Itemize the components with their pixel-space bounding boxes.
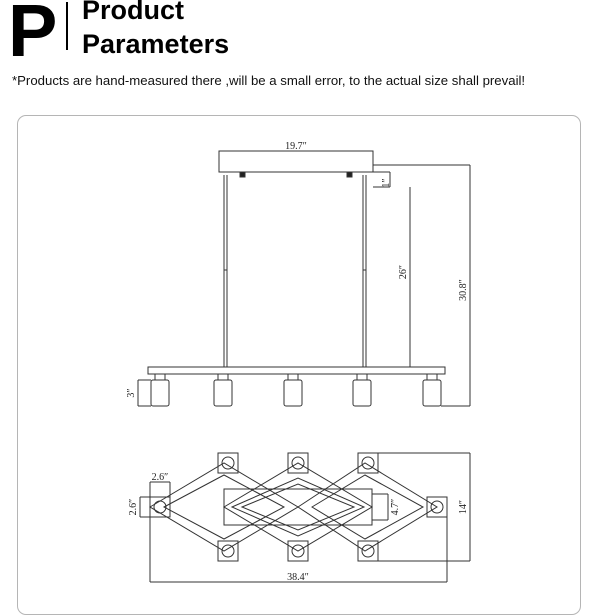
side-view [138, 151, 470, 406]
dim-label-overall-depth: 14″ [458, 499, 469, 515]
top-view [140, 453, 470, 582]
page-title-line-2: Parameters [82, 29, 230, 59]
dim-label-shade-depth: 2.6″ [128, 498, 139, 516]
dim-label-center-height: 4.7″ [390, 498, 401, 516]
dim-label-overall-height: 30.8″ [458, 279, 469, 301]
lamp-shades [151, 374, 441, 406]
canopy-mount-right [347, 172, 352, 177]
dim-label-overall-length: 38.4″ [287, 572, 309, 583]
measurement-disclaimer: *Products are hand-measured there ,will be a small error, to the actual size shall prevail! [12, 73, 526, 88]
dim-label-shade-width: 2.6″ [151, 472, 169, 483]
dim-label-shade-height: 3″ [126, 388, 137, 398]
page-title-line-1: Product [82, 0, 185, 25]
logo-letter: P [8, 0, 56, 72]
dim-label-canopy-width: 19.7″ [285, 141, 307, 152]
dim-label-rod-length: 26″ [398, 264, 409, 280]
dim-label-canopy-height: 1″ [381, 178, 392, 188]
canopy-mount-left [240, 172, 245, 177]
canopy [219, 151, 373, 172]
fixture-bar [148, 367, 445, 374]
